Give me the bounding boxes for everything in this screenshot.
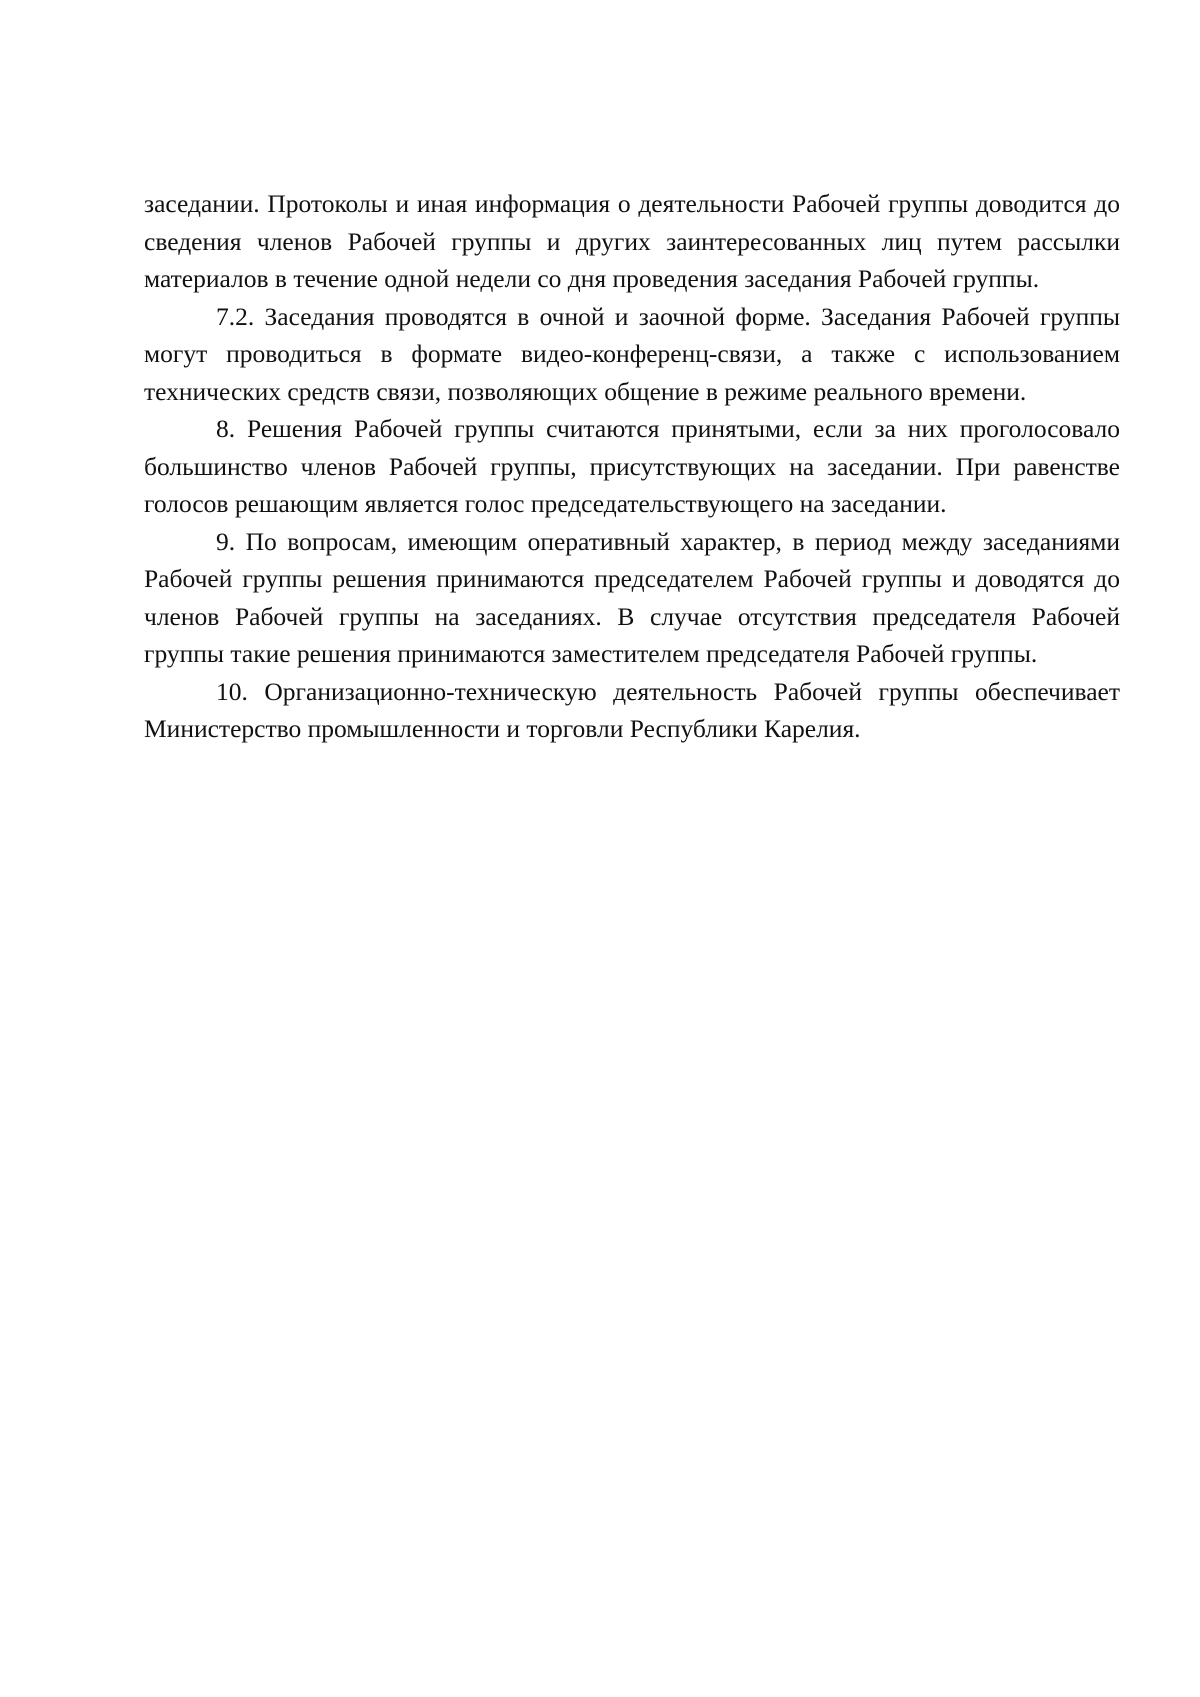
paragraph-protocols: заседании. Протоколы и иная информация о деятельности Рабочей группы доводится до сведения членов Рабочей группы и других заинтересованных лиц путем рассылки материалов в течение одной недели со дня проведения заседания Рабочей группы. xyxy=(144,189,1120,293)
paragraph-10: 10. Организационно-техническую деятельность Рабочей группы обеспечивает Министерство промышленности и торговли Республики Карелия. xyxy=(144,676,1120,743)
paragraph-9: 9. По вопросам, имеющим оперативный характер, в период между заседаниями Рабочей группы решения принимаются председателем Рабочей группы и доводятся до членов Рабочей группы на заседаниях. В случае отсутствия председателя Рабочей группы такие решения принимаются заместителем председателя Рабочей группы. xyxy=(144,526,1120,668)
paragraph-8: 8. Решения Рабочей группы считаются принятыми, если за них проголосовало большинство членов Рабочей группы, присутствующих на заседании. При равенстве голосов решающим является голос председательствующего на заседании. xyxy=(144,414,1120,518)
document-body xyxy=(144,185,1120,748)
paragraph-7-2: 7.2. Заседания проводятся в очной и заочной форме. Заседания Рабочей группы могут проводиться в формате видео-конференц-связи, а также с использованием технических средств связи, позволяющих общение в режиме реального времени. xyxy=(144,301,1120,406)
